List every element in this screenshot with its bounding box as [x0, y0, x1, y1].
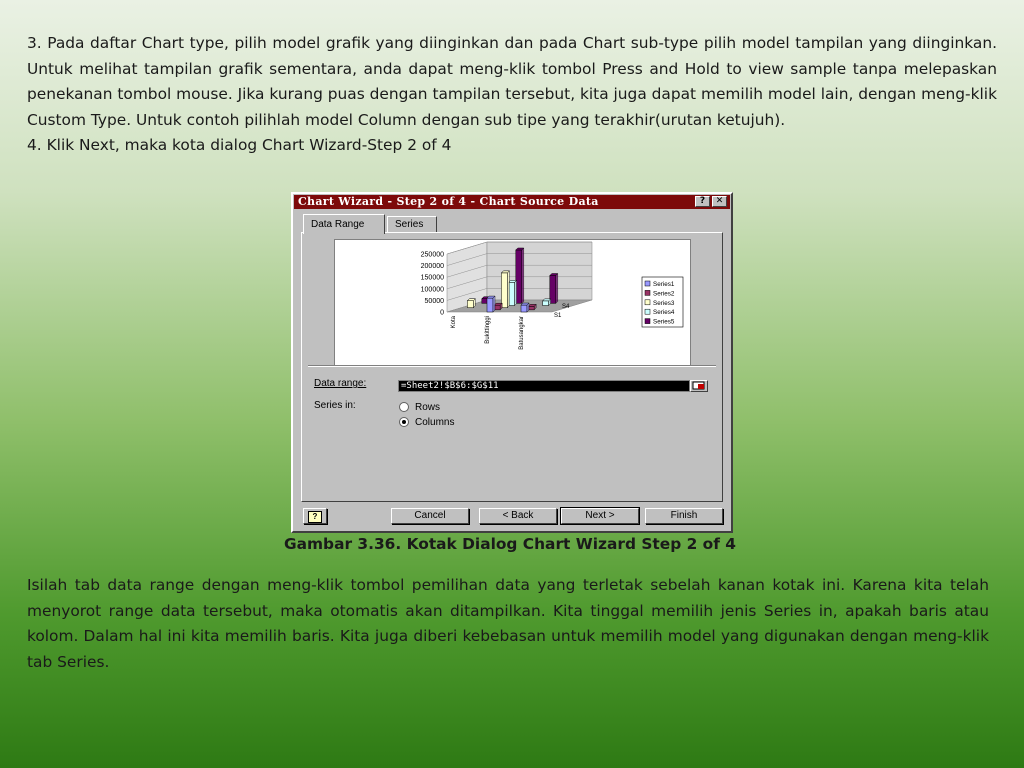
bar-side	[515, 280, 517, 305]
help-question-icon: ?	[308, 511, 322, 523]
instruction-paragraph	[27, 31, 997, 159]
legend-label: Series2	[653, 290, 675, 298]
cancel-button[interactable]: Cancel	[391, 508, 469, 524]
side-wall	[447, 242, 487, 312]
data-range-input[interactable]: =Sheet2!$B$6:$G$11	[398, 380, 690, 392]
bar	[467, 301, 473, 308]
legend-swatch	[645, 300, 650, 305]
legend-label: Series4	[653, 309, 675, 317]
back-button[interactable]: < Back	[479, 508, 557, 524]
range-select-icon	[691, 381, 707, 391]
category-label: Kota	[451, 316, 457, 329]
radio-rows[interactable]	[399, 401, 440, 413]
radio-rows-button[interactable]	[399, 402, 409, 412]
title-help-button[interactable]: ?	[695, 196, 710, 207]
chart-preview	[334, 239, 691, 366]
dialog-title: Chart Wizard - Step 2 of 4 - Chart Source Data	[294, 195, 730, 209]
category-label: Batusangkar	[519, 316, 525, 350]
tab-panel	[301, 232, 723, 502]
y-tick-label: 250000	[420, 251, 444, 259]
bar	[521, 305, 527, 312]
y-tick-label: 0	[440, 309, 444, 317]
y-tick-label: 50000	[424, 297, 444, 305]
depth-label: S4	[562, 304, 570, 310]
series-in-label: Series in:	[314, 400, 356, 411]
step4-text: 4. Klik Next, maka kota dialog Chart Wizard-Step 2 of 4	[27, 136, 452, 154]
legend-swatch	[645, 281, 650, 286]
explanation-paragraph: Isilah tab data range dengan meng-klik tombol pemilihan data yang terletak sebelah kanan kotak ini. Karena kita telah menyorot range data tersebut, maka otomatis akan ditampilkan. Kita tinggal memilih jenis Series in, apakah baris atau kolom. Dalam hal ini kita memilih baris. Kita juga diberi kebebasan untuk memilih model yang digunakan dengan meng-klik tab Series.	[27, 576, 989, 671]
legend-label: Series3	[653, 299, 675, 307]
radio-columns-button[interactable]	[399, 417, 409, 427]
legend-label: Series5	[653, 318, 675, 326]
category-label: Bukittinggi	[485, 316, 491, 344]
bar-side	[507, 271, 509, 308]
chart-wizard-dialog	[291, 192, 733, 533]
radio-columns-label: Columns	[415, 416, 455, 428]
bar	[501, 273, 507, 308]
bar	[487, 298, 493, 312]
bar-side	[556, 274, 558, 304]
finish-button[interactable]: Finish	[645, 508, 723, 524]
bar-side	[522, 248, 524, 303]
radio-columns[interactable]	[399, 416, 454, 428]
chart-preview-svg	[335, 240, 690, 365]
radio-rows-label: Rows	[415, 401, 441, 413]
legend-swatch	[645, 290, 650, 295]
legend-label: Series1	[653, 281, 675, 288]
separator	[308, 365, 716, 367]
office-assistant-button[interactable]	[303, 508, 327, 524]
bar-side	[493, 296, 495, 312]
y-tick-label: 150000	[420, 274, 444, 282]
next-button[interactable]: Next >	[561, 508, 639, 524]
data-range-label: Data range:	[314, 378, 367, 389]
depth-label: S1	[554, 313, 562, 319]
legend-swatch	[645, 309, 650, 314]
tab-data-range[interactable]: Data Range	[303, 214, 385, 234]
tab-series[interactable]: Series	[387, 216, 437, 233]
y-tick-label: 200000	[420, 263, 444, 271]
bar	[543, 301, 549, 306]
figure-caption: Gambar 3.36. Kotak Dialog Chart Wizard Step 2 of 4	[284, 535, 736, 553]
collapse-dialog-button[interactable]	[690, 380, 708, 392]
step3-text: 3. Pada daftar Chart type, pilih model grafik yang diinginkan dan pada Chart sub-type pilih model tampilan yang diinginkan. Untuk melihat tampilan grafik sementara, anda dapat meng-klik tombol Press and Hold to view sample tanpa melepaskan penekanan tombol mouse. Jika kurang puas dengan tampilan tersebut, kita juga dapat memilih model lain, dengan meng-klik Custom Type. Untuk contoh pilihlah model Column dengan sub tipe yang terakhir(urutan ketujuh).	[27, 34, 997, 129]
y-tick-label: 100000	[420, 286, 444, 294]
legend-swatch	[645, 319, 650, 324]
title-close-button[interactable]: ✕	[712, 196, 727, 207]
